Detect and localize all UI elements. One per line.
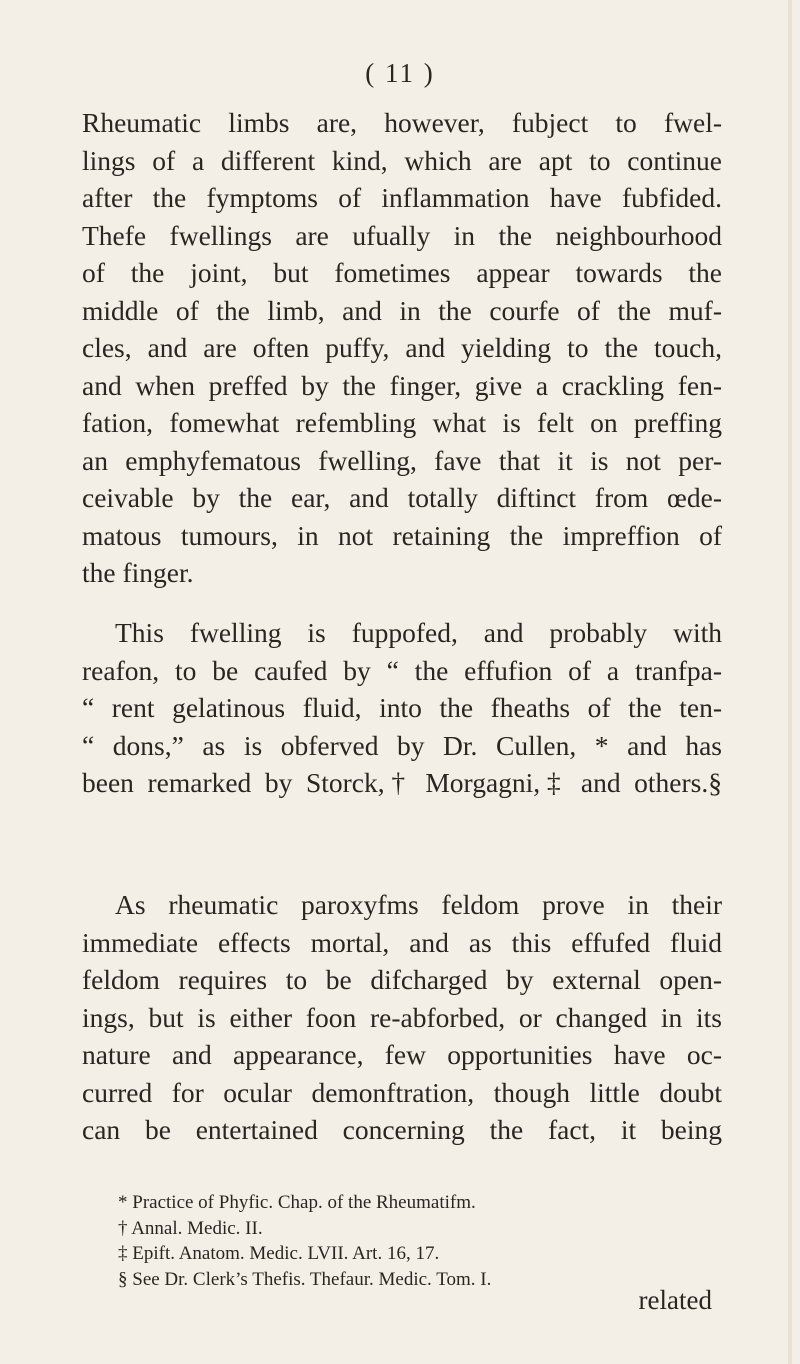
- text-line: of the joint, but fometimes appear towards the: [82, 257, 722, 288]
- text-line: cles, and are often puffy, and yielding to the touch,: [82, 332, 722, 363]
- footnote: ‡ Epift. Anatom. Medic. LVII. Art. 16, 17.: [118, 1243, 440, 1264]
- footnote: § See Dr. Clerk’s Thefis. Thefaur. Medic. Tom. I.: [118, 1268, 492, 1290]
- text-line: curred for ocular demonftration, though little doubt: [82, 1076, 722, 1108]
- text-line: after the fymptoms of inflammation have fubfided.: [82, 182, 722, 213]
- text-line: middle of the limb, and in the courfe of the muf-: [82, 294, 722, 326]
- text-line: nature and appearance, few opportunities have oc-: [82, 1039, 722, 1070]
- text-line: can be entertained concerning the fact, it being: [82, 1114, 722, 1145]
- footnote: † Annal. Medic. II.: [118, 1217, 263, 1239]
- paragraph-1: [82, 104, 722, 592]
- text-line: an emphyfematous fwelling, fave that it is not per-: [82, 444, 722, 476]
- text-line: This fwelling is fuppofed, and probably with: [115, 617, 722, 648]
- catchword: related: [638, 1285, 712, 1315]
- text-line: lings of a different kind, which are apt to continue: [82, 144, 722, 176]
- text-line: the finger.: [82, 557, 194, 588]
- text-line: “ rent gelatinous fluid, into the fheaths of the ten-: [82, 692, 722, 723]
- footnotes: [118, 1190, 718, 1292]
- text-line: ings, but is either foon re-abforbed, or changed in its: [82, 1001, 722, 1033]
- text-line: reafon, to be caufed by “ the effufion of a tranfpa-: [82, 654, 722, 686]
- text-line: As rheumatic paroxyfms feldom prove in their: [115, 889, 722, 920]
- text-line: Rheumatic limbs are, however, fubject to fwel-: [82, 107, 722, 138]
- footnote: * Practice of Phyfic. Chap. of the Rheumatifm.: [118, 1192, 476, 1213]
- text-line: matous tumours, in not retaining the impreffion of: [82, 519, 722, 551]
- text-line: Thefe fwellings are ufually in the neighbourhood: [82, 219, 722, 251]
- paragraph-3: [82, 886, 722, 1149]
- text-line: ceivable by the ear, and totally diftinct from œde-: [82, 482, 722, 513]
- page-edge: [788, 0, 792, 1364]
- text-line: and when preffed by the finger, give a crackling fen-: [82, 369, 722, 401]
- text-line: immediate effects mortal, and as this effufed fluid: [82, 926, 722, 958]
- text-line: been remarked by Storck,† Morgagni,‡ and others.§: [82, 767, 722, 798]
- text-line: “ dons,” as is obferved by Dr. Cullen, * and has: [82, 729, 722, 761]
- text-line: fation, fomewhat refembling what is felt on preffing: [82, 407, 722, 438]
- page-number: ( 11 ): [365, 58, 435, 88]
- text-line: feldom requires to be difcharged by external open-: [82, 964, 722, 995]
- paragraph-2: [82, 614, 722, 802]
